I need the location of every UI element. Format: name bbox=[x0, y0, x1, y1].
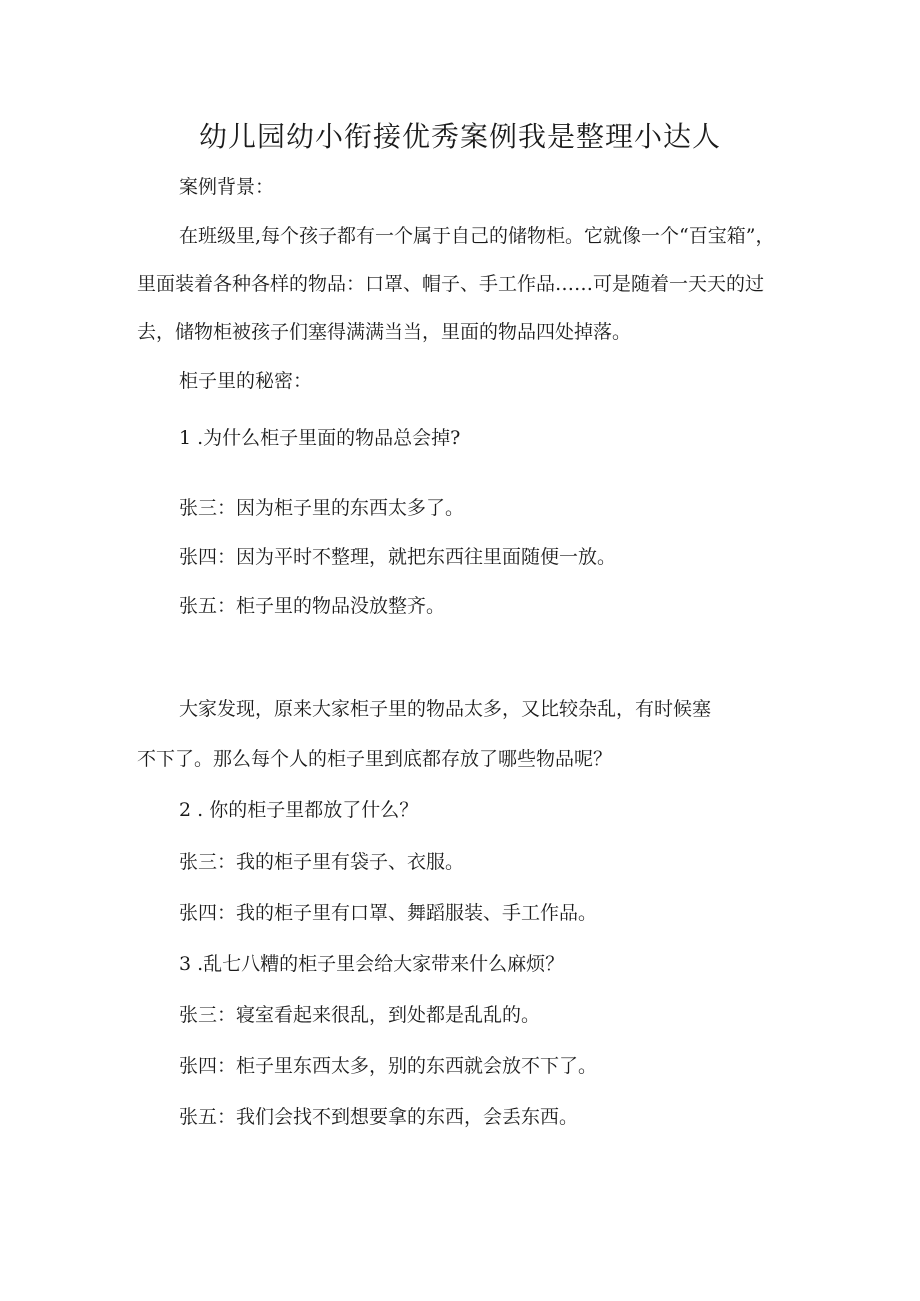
answer-line: 张四：柜子里东西太多，别的东西就会放不下了。 bbox=[179, 1055, 598, 1077]
document-title: 幼儿园幼小衔接优秀案例我是整理小达人 bbox=[198, 120, 721, 153]
answer-line: 张五：我们会找不到想要拿的东西，会丢东西。 bbox=[179, 1106, 579, 1128]
answer-line: 张四：我的柜子里有口罩、舞蹈服装、手工作品。 bbox=[179, 902, 598, 924]
answer-line: 张四：因为平时不整理，就把东西往里面随便一放。 bbox=[179, 546, 617, 568]
paragraph-line: 里面装着各种各样的物品：口罩、帽子、手工作品……可是随着一天天的过 bbox=[137, 273, 765, 295]
answer-line: 张三：因为柜子里的东西太多了。 bbox=[179, 497, 465, 519]
answer-line: 张三：我的柜子里有袋子、衣服。 bbox=[179, 851, 465, 873]
paragraph-line: 在班级里,每个孩子都有一个属于自己的储物柜。它就像一个“百宝箱”， bbox=[179, 225, 775, 247]
answer-line: 张三：寝室看起来很乱，到处都是乱乱的。 bbox=[179, 1004, 541, 1026]
section-heading-background: 案例背景： bbox=[179, 176, 275, 198]
question-line: 1 .为什么柜子里面的物品总会掉? bbox=[179, 427, 461, 449]
paragraph-line: 不下了。那么每个人的柜子里到底都存放了哪些物品呢？ bbox=[137, 748, 613, 770]
paragraph-line: 大家发现，原来大家柜子里的物品太多，又比较杂乱，有时候塞 bbox=[179, 698, 712, 720]
paragraph-line: 去，储物柜被孩子们塞得满满当当，里面的物品四处掉落。 bbox=[137, 321, 632, 343]
question-line: 2 . 你的柜子里都放了什么？ bbox=[179, 799, 419, 821]
section-heading-secret: 柜子里的秘密： bbox=[179, 370, 313, 392]
question-line: 3 .乱七八糟的柜子里会给大家带来什么麻烦？ bbox=[179, 953, 565, 975]
answer-line: 张五：柜子里的物品没放整齐。 bbox=[179, 595, 446, 617]
